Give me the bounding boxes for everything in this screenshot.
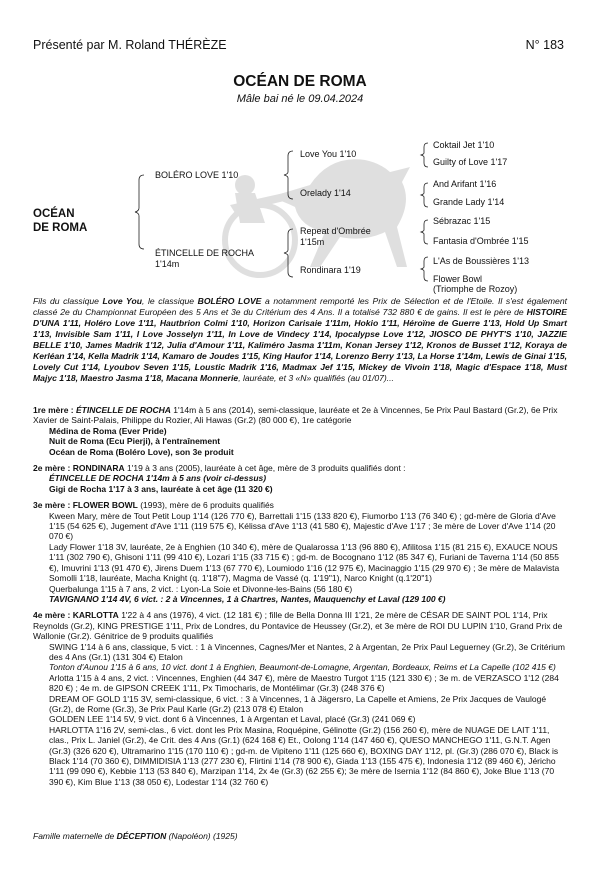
horse-title: OCÉAN DE ROMA: [233, 73, 367, 90]
gen3-dds: L'As de Boussières 1'13: [433, 256, 529, 266]
dam-4-label: 4e mère :: [33, 610, 73, 621]
presenter: Présenté par M. Roland THÉRÈZE: [33, 38, 227, 52]
sire: BOLÉRO LOVE 1'10: [155, 170, 239, 180]
dam-2: [33, 463, 567, 494]
dam-3-label: 3e mère :: [33, 500, 73, 511]
footer-tail: (Napoléon) (1925): [166, 831, 238, 841]
intro-text-2: , le classique: [141, 296, 198, 306]
intro-text-1: Fils du classique: [33, 296, 103, 306]
maternal-family: [33, 831, 238, 841]
dam-dam: Rondinara 1'19: [300, 265, 361, 275]
dam-2-label: 2e mère :: [33, 463, 73, 474]
dam-line1: ÉTINCELLE DE ROCHA: [155, 248, 255, 258]
footer-name: DÉCEPTION: [116, 831, 167, 841]
horse-subtitle: Mâle bai né le 09.04.2024: [236, 93, 364, 105]
gen3-sds: And Arifant 1'16: [433, 179, 497, 189]
intro-love-you: Love You: [102, 296, 142, 306]
dam-3-text: (1993), mère de 6 produits qualifiés: [137, 500, 274, 511]
gen3-ddd-line2: (Triomphe de Rozoy): [433, 284, 518, 294]
dam-1-produce-3: Océan de Roma (Boléro Love), son 3e produit: [49, 446, 234, 457]
dam-3: [33, 500, 567, 604]
dam-2-name: RONDINARA: [72, 463, 125, 474]
gen3-sss: Coktail Jet 1'10: [433, 140, 495, 150]
sire-sire: Love You 1'10: [300, 149, 357, 159]
dam-sire-line2: 1'15m: [300, 237, 325, 247]
dam-sire-line1: Repeat d'Ombrée: [300, 226, 371, 236]
dam-1-produce-1: Médina de Roma (Ever Pride): [49, 425, 167, 436]
dam-3-produce-4: TAVIGNANO 1'14 4V, 6 vict. : 2 à Vincennes, 1 à Chartres, Nantes, Mauquenchy et Laval (129 100 €): [49, 593, 446, 604]
footer-text: Famille maternelle de: [33, 831, 117, 841]
dam-1: [33, 405, 567, 457]
dam-1-text: 1'14m à 5 ans (2014), semi-classique, lauréate et 2e à Vincennes, 5e Prix Paul Bastard (Gr.2), 6e Prix Xavier de Saint-Palais, Philippe du Rozier, Ali Hawas (Gr.2) (80 000 €), 1re catégorie: [33, 405, 558, 426]
dam-4-produce-5: GOLDEN LEE 1'14 5V, 9 vict. dont 6 à Vincennes, 1 à Argentan et Laval, placé (Gr.3) (241 069 €): [49, 714, 416, 725]
dam-4-produce-1: SWING 1'14 à 6 ans, classique, 5 vict. : 1 à Vincennes, Cagnes/Mer et Nantes, 2 à Argentan, 2e Prix Paul Leguerney (Gr.2), 3e Critérium des 4 Ans (Gr.1) (131 304 €) Etalon: [49, 641, 565, 662]
gen3-dsd: Fantasia d'Ombrée 1'15: [433, 236, 529, 246]
gen3-sdd: Grande Lady 1'14: [433, 197, 505, 207]
dam-line2: 1'14m: [155, 259, 180, 269]
gen3-ddd-line1: Flower Bowl: [433, 274, 483, 284]
dam-4-name: KARLOTTA: [72, 610, 119, 621]
dam-4-produce-4: DREAM OF GOLD 1'15 3V, semi-classique, 6 vict. : 3 à Vincennes, 1 à Jägersro, La Capelle et Amiens, 2e Prix Jacques de Vaulogé (Gr.2), de Rome (Gr.3), 3e Prix Paul Karle (Gr.2) (213 078 €) Etalon: [49, 693, 547, 714]
dam-1-name: ÉTINCELLE DE ROCHA: [76, 405, 171, 415]
dam-3-produce-3: Querbalunga 1'15 à 7 ans, 2 vict. : Lyon-La Soie et Divonne-les-Bains (56 180 €): [49, 583, 353, 594]
dam-4: [33, 610, 567, 787]
dam-3-name: FLOWER BOWL: [72, 500, 138, 511]
intro-text-4: , lauréate, et 3 «N» qualifiés (au 01/07)...: [238, 373, 394, 383]
sire-dam: Orelady 1'14: [300, 188, 351, 198]
dam-1-produce-2: Nuit de Roma (Ecu Pierji), à l'entraînement: [49, 436, 221, 447]
intro-bolero: BOLÉRO LOVE: [197, 296, 262, 306]
horse-name-line2: DE ROMA: [33, 222, 88, 234]
dam-4-produce-2: Tonton d'Aunou 1'15 à 6 ans, 10 vict. dont 1 à Enghien, Beaumont-de-Lomagne, Argentan, Bordeaux, Reims et La Capelle (102 415 €): [49, 662, 556, 673]
dam-lines: [33, 405, 567, 793]
pedigree-chart: [0, 135, 600, 295]
dam-4-text: 1'22 à 4 ans (1976), 4 vict. (12 181 €) ; fille de Bella Donna III 1'21, 2e mère de CÉSAR DE SAINT POL 1'14, Prix Reynolds (Gr.2), KING PRESTIGE 1'11, Prix de Londres, du Pontavice de Heussey (Gr.2), et 3e mère de ROI DU LUPIN 1'10, Grand Prix de Wallonie (Gr.2). Génitrice de 9 produits qualifiés: [33, 610, 563, 642]
dam-4-produce-6: HARLOTTA 1'16 2V, semi-clas., 6 vict. dont les Prix Masina, Roquépine, Gélinotte (Gr.2) (156 260 €), mère de NUAGE DE LAIT 1'11, clas., Prix L. Janiel (Gr.2), 4e Crit. des 4 Ans (Gr.1) (624 168 €) Et., Oolong 1'14 (147 460 €), QUESO MANCHEGO 1'11, G.N.T. Agen (Gr.3) (326 620 €), Ultramarino 1'15 (170 110 €) ; gd-m. de Vipiteno 1'11 (125 660 €), BOXING DAY 1'12, pl. (Gr.3) (286 070 €), Black is Black 1'14 (70 360 €), DIMMIDISIA 1'13 (277 230 €), Flirtini 1'14 (78 900 €), Giada 1'13 (155 475 €), Indonesia 1'12 (89 460 €), Jéricho 1'11 (99 090 €), Kebbie 1'13 (53 840 €), Marzipan 1'14, 2x 4e (Gr.3) (62 255 €); 3e mère de Isernia 1'12 (84 860 €), Joke Blue 1'13 (70 390 €), Kim Blue 1'13 (38 050 €), Lodestar 1'14 (32 760 €): [49, 724, 559, 787]
dam-2-produce-1: ÉTINCELLE DE ROCHA 1'14m à 5 ans (voir ci-dessus): [49, 473, 267, 484]
dam-3-produce-1: Kween Mary, mère de Tout Petit Loup 1'14 (126 770 €), Barrettali 1'15 (133 820 €), Fiumorbo 1'13 (76 340 €) ; gd-mère de Gloria d'Ave 1'15 (54 625 €), Jugement d'Ave 1'11 (119 575 €), Kélissa d'Ave 1'13 (41 580 €), Majestic d'Ave 1'17 ; 3e mère de Lover d'Ave 1'14 (20 070 €): [49, 510, 556, 542]
lot-number: N° 183: [525, 38, 564, 52]
dam-1-label: 1re mère :: [33, 405, 76, 415]
sire-description: [33, 296, 567, 384]
intro-text-3: a notamment remporté les Prix de Sélection et de l'Etoile. Il s'est également classé 2e du Championnat Européen des 5 Ans et 3e du Critérium des 4 Ans. Il a totalisé 732 880 € de gains. Il est le père de: [33, 296, 567, 317]
dam-4-produce-3: Arlotta 1'15 à 4 ans, 2 vict. : Vincennes, Enghien (44 347 €), mère de Maestro Turgot 1'15 (121 330 €) ; 3e m. de VERZASCO 1'12 (284 820 €) ; 4e m. de GIPSON CREEK 1'11, Px Timocharis, de Montélimar (Gr.3) (248 376 €): [49, 672, 559, 694]
dam-2-produce-2: Gigi de Rocha 1'17 à 3 ans, lauréate à cet âge (11 320 €): [49, 483, 273, 494]
gen3-ssd: Guilty of Love 1'17: [433, 157, 508, 167]
intro-offspring: HISTOIRE D'UNA 1'11, Holéro Love 1'11, Hautbrion Colmi 1'10, Horizon Carisaie 1'11m, Hokio 1'11, Héroïne de Guerre 1'13, Hold Up Smart 1'13, Invisible Sam 1'11, I Love Josselyn 1'11, In Love de Vindecy 1'14, Ipocalypse Love 1'12, JIOSCO DE PHYT'S 1'10, JAZZIE BELLE 1'10, James Madrik 1'12, Julia d'Amour 1'11, Kaliméro Jasma 1'11m, Konan Jersey 1'12, Kronos de Busset 1'12, Koraya de Kerléan 1'14, Kella Madrik 1'14, Kamaro de Joudes 1'15, King Haufor 1'14, Lorenzo Berry 1'13, La Horse 1'14m, Lewis de Ginai 1'15, Lovely Cut 1'14, Lyoubov Seven 1'15, Loustic Madrik 1'16, Madmax Jef 1'15, Mickey de Vivoin 1'18, Magic d'Espace 1'18, Must Majyc 1'18, Maestro Jasma 1'18, Macana Monnerie: [33, 307, 567, 383]
gen3-dss: Sébrazac 1'15: [433, 216, 491, 226]
dam-3-produce-2: Lady Flower 1'18 3V, lauréate, 2e à Enghien (10 340 €), mère de Qualarossa 1'13 (96 880 €), Afilitosa 1'15 (81 215 €), EXAUCE NOUS 1'11 (302 790 €), Ghisoni 1'11 (99 410 €), Lozari 1'15 (33 715 €) ; gd-m. de Bocognano 1'12 (85 347 €), Furiani de Taverna 1'14 (50 855 €), Imuvrini 1'13 (91 470 €), Jirens Duem 1'13 (67 770 €), Loumiodo 1'16 (12 975 €), Macinaggio 1'15 (29 970 €) ; 3e mère de Malavista Somolli 1'18, lauréate, Macha Knight (q. 1'18"7), Magma de Vassé (q. 1'19"1), Narco Knight (q.1'20"1): [49, 541, 560, 584]
horse-name-line1: OCÉAN: [33, 208, 75, 220]
dam-2-text: 1'19 à 3 ans (2005), lauréate à cet âge, mère de 3 produits qualifiés dont :: [124, 463, 406, 474]
